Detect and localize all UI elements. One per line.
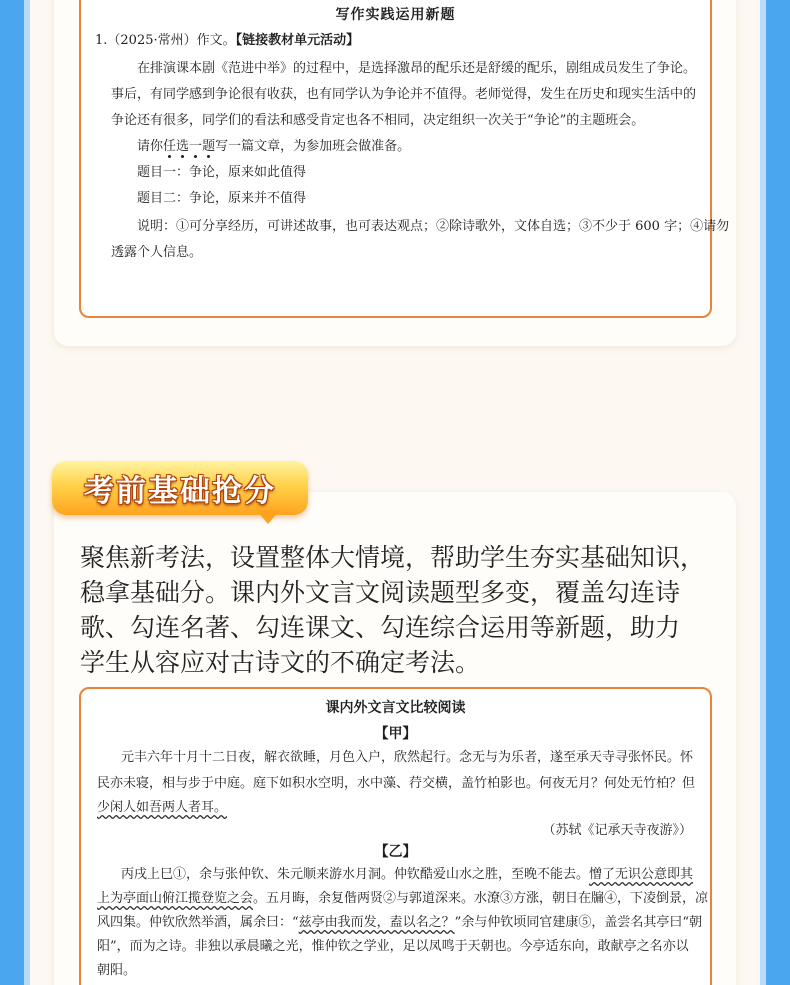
writing-section-title: 写作实践运用新题: [335, 7, 456, 23]
passage-yi-line: [97, 890, 708, 908]
question-tag: 【链接教材单元活动】: [235, 33, 360, 48]
reading-box: [79, 687, 712, 985]
notes-line: 说明：①可分享经历，可讲述故事，也可表达观点；②除诗歌外，文体自选；③不少于 600 字；④请勿: [137, 219, 730, 234]
passage-yi-text: 风四集。仲钦欣然举酒，属余曰：“: [97, 915, 299, 930]
passage-yi-line: 朝阳。: [97, 963, 137, 978]
intro-line: 聚焦新考法，设置整体大情境，帮助学生夯实基础知识，: [80, 543, 706, 572]
instruction-emphasis: 任选一题: [163, 139, 216, 154]
passage-jia-line: 元丰六年十月十二日夜，解衣欲睡，月色入户，欣然起行。念无与为乐者，遂至承天寺寻张怀民。怀: [121, 750, 694, 765]
topic-two: 题目二：争论，原来并不值得: [137, 191, 307, 206]
question-paragraph-line: 争论还有很多，同学们的看法和感受肯定也各不相同，决定组织一次关于“争论”的主题班会。: [111, 113, 645, 128]
intro-line: 稳拿基础分。课内外文言文阅读题型多变，覆盖勾连诗: [80, 578, 681, 607]
intro-line: 学生从容应对古诗文的不确定考法。: [80, 648, 481, 677]
passage-jia-source: （苏轼《记承天寺夜游》）: [542, 823, 692, 838]
passage-yi-line: 阳”，而为之诗。非独以承晨曦之光，惟仲钦之学业，足以凤鸣于天朝也。今亭适东向，敢献亭之名亦以: [97, 939, 689, 954]
question-paragraph-line: 事后，有同学感到争论很有收获，也有同学认为争论并不值得。老师觉得，发生在历史和现实生活中的: [111, 87, 697, 102]
passage-yi-label: 【乙】: [374, 844, 417, 860]
instruction-after: 写一篇文章，为参加班会做准备。: [215, 139, 411, 154]
passage-yi-underlined: 上为亭面山俯江揽登览之会: [97, 891, 254, 906]
passage-yi-line: [97, 914, 702, 932]
passage-yi-underlined: 兹亭由我而发，盍以名之？: [298, 915, 455, 930]
passage-yi-text: 。五月晦，余复偕两贤②与郭道深来。水潦③方涨，朝日在牖④，下凌倒景，凉: [253, 891, 709, 906]
reading-title: 课内外文言文比较阅读: [325, 700, 466, 716]
banner-pointer: [256, 510, 280, 524]
instruction-before: 请你: [137, 139, 164, 154]
passage-yi-text: 丙戌上巳①，余与张仲钦、朱元顺来游水月洞。仲钦酷爱山水之胜，至晚不能去。: [121, 867, 590, 882]
question-paragraph-line: 在排演课本剧《范进中举》的过程中，是选择激昂的配乐还是舒缓的配乐，剧组成员发生了争论。: [137, 61, 697, 76]
writing-question-box: [79, 0, 730, 318]
passage-jia-label: 【甲】: [374, 726, 417, 742]
passage-jia-line: 民亦未寝，相与步于中庭。庭下如积水空明，水中藻、荇交横，盖竹柏影也。何夜无月？何处无竹柏？但: [97, 776, 696, 791]
intro-line: 歌、勾连名著、勾连课文、勾连综合运用等新题，助力: [80, 613, 681, 642]
question-header: [95, 32, 359, 50]
section-banner: [52, 461, 308, 515]
passage-yi-text: ”余与仲钦顷同官建康⑤，盖尝名其亭曰“朝: [454, 915, 702, 930]
passage-yi-underlined: 憎了无识公意即其: [589, 867, 694, 882]
passage-yi-line: [121, 866, 693, 884]
instruction-line: [137, 138, 410, 156]
banner-label: 考前基础抢分: [84, 474, 276, 509]
passage-jia-line: 少闲人如吾两人者耳。: [97, 800, 228, 815]
intro-text: [80, 540, 720, 680]
notes-line: 透露个人信息。: [111, 245, 203, 260]
question-prefix: 1.（2025·常州）作文。: [95, 33, 236, 48]
topic-one: 题目一：争论，原来如此值得: [137, 165, 307, 180]
